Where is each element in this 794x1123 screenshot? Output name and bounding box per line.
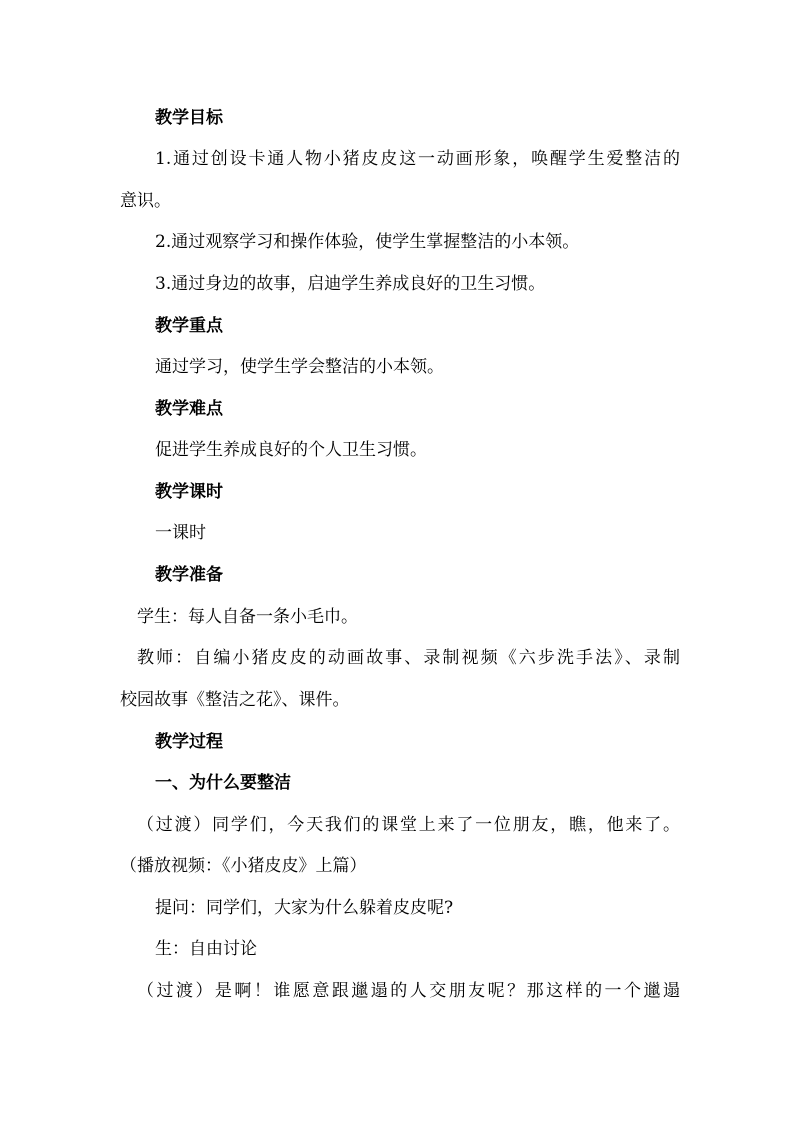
preparation-teacher-line-2: 校园故事《整洁之花》、课件。 xyxy=(120,690,350,710)
heading-class-hours: 教学课时 xyxy=(155,482,223,502)
preparation-teacher-line-1: 教师：自编小猪皮皮的动画故事、录制视频《六步洗手法》、录制 xyxy=(137,648,680,668)
process-question: 提问：同学们，大家为什么躲着皮皮呢? xyxy=(155,898,454,918)
process-transition-line-1: （过渡）同学们，今天我们的课堂上来了一位朋友，瞧，他来了。 xyxy=(137,815,680,835)
preparation-students: 学生：每人自备一条小毛巾。 xyxy=(137,607,358,627)
goal-1-line-2: 意识。 xyxy=(120,191,171,211)
heading-difficulties: 教学难点 xyxy=(155,399,223,419)
heading-preparation: 教学准备 xyxy=(155,565,223,585)
process-transition-2: （过渡）是啊！谁愿意跟邋遢的人交朋友呢？那这样的一个邋遢 xyxy=(137,981,680,1001)
heading-teaching-goals: 教学目标 xyxy=(155,108,223,128)
heading-process: 教学过程 xyxy=(155,732,223,752)
goal-3: 3.通过身边的故事，启迪学生养成良好的卫生习惯。 xyxy=(155,274,546,294)
key-points-text: 通过学习，使学生学会整洁的小本领。 xyxy=(155,357,444,377)
process-transition-line-2: （播放视频：《小猪皮皮》上篇） xyxy=(120,856,367,876)
process-student-discussion: 生：自由讨论 xyxy=(155,939,257,959)
section-1-title: 一、为什么要整洁 xyxy=(155,773,291,793)
class-hours-text: 一课时 xyxy=(155,523,206,543)
goal-2: 2.通过观察学习和操作体验，使学生掌握整洁的小本领。 xyxy=(155,232,580,252)
difficulties-text: 促进学生养成良好的个人卫生习惯。 xyxy=(155,440,427,460)
goal-1-line-1: 1.通过创设卡通人物小猪皮皮这一动画形象，唤醒学生爱整洁的 xyxy=(155,149,680,169)
heading-key-points: 教学重点 xyxy=(155,316,223,336)
